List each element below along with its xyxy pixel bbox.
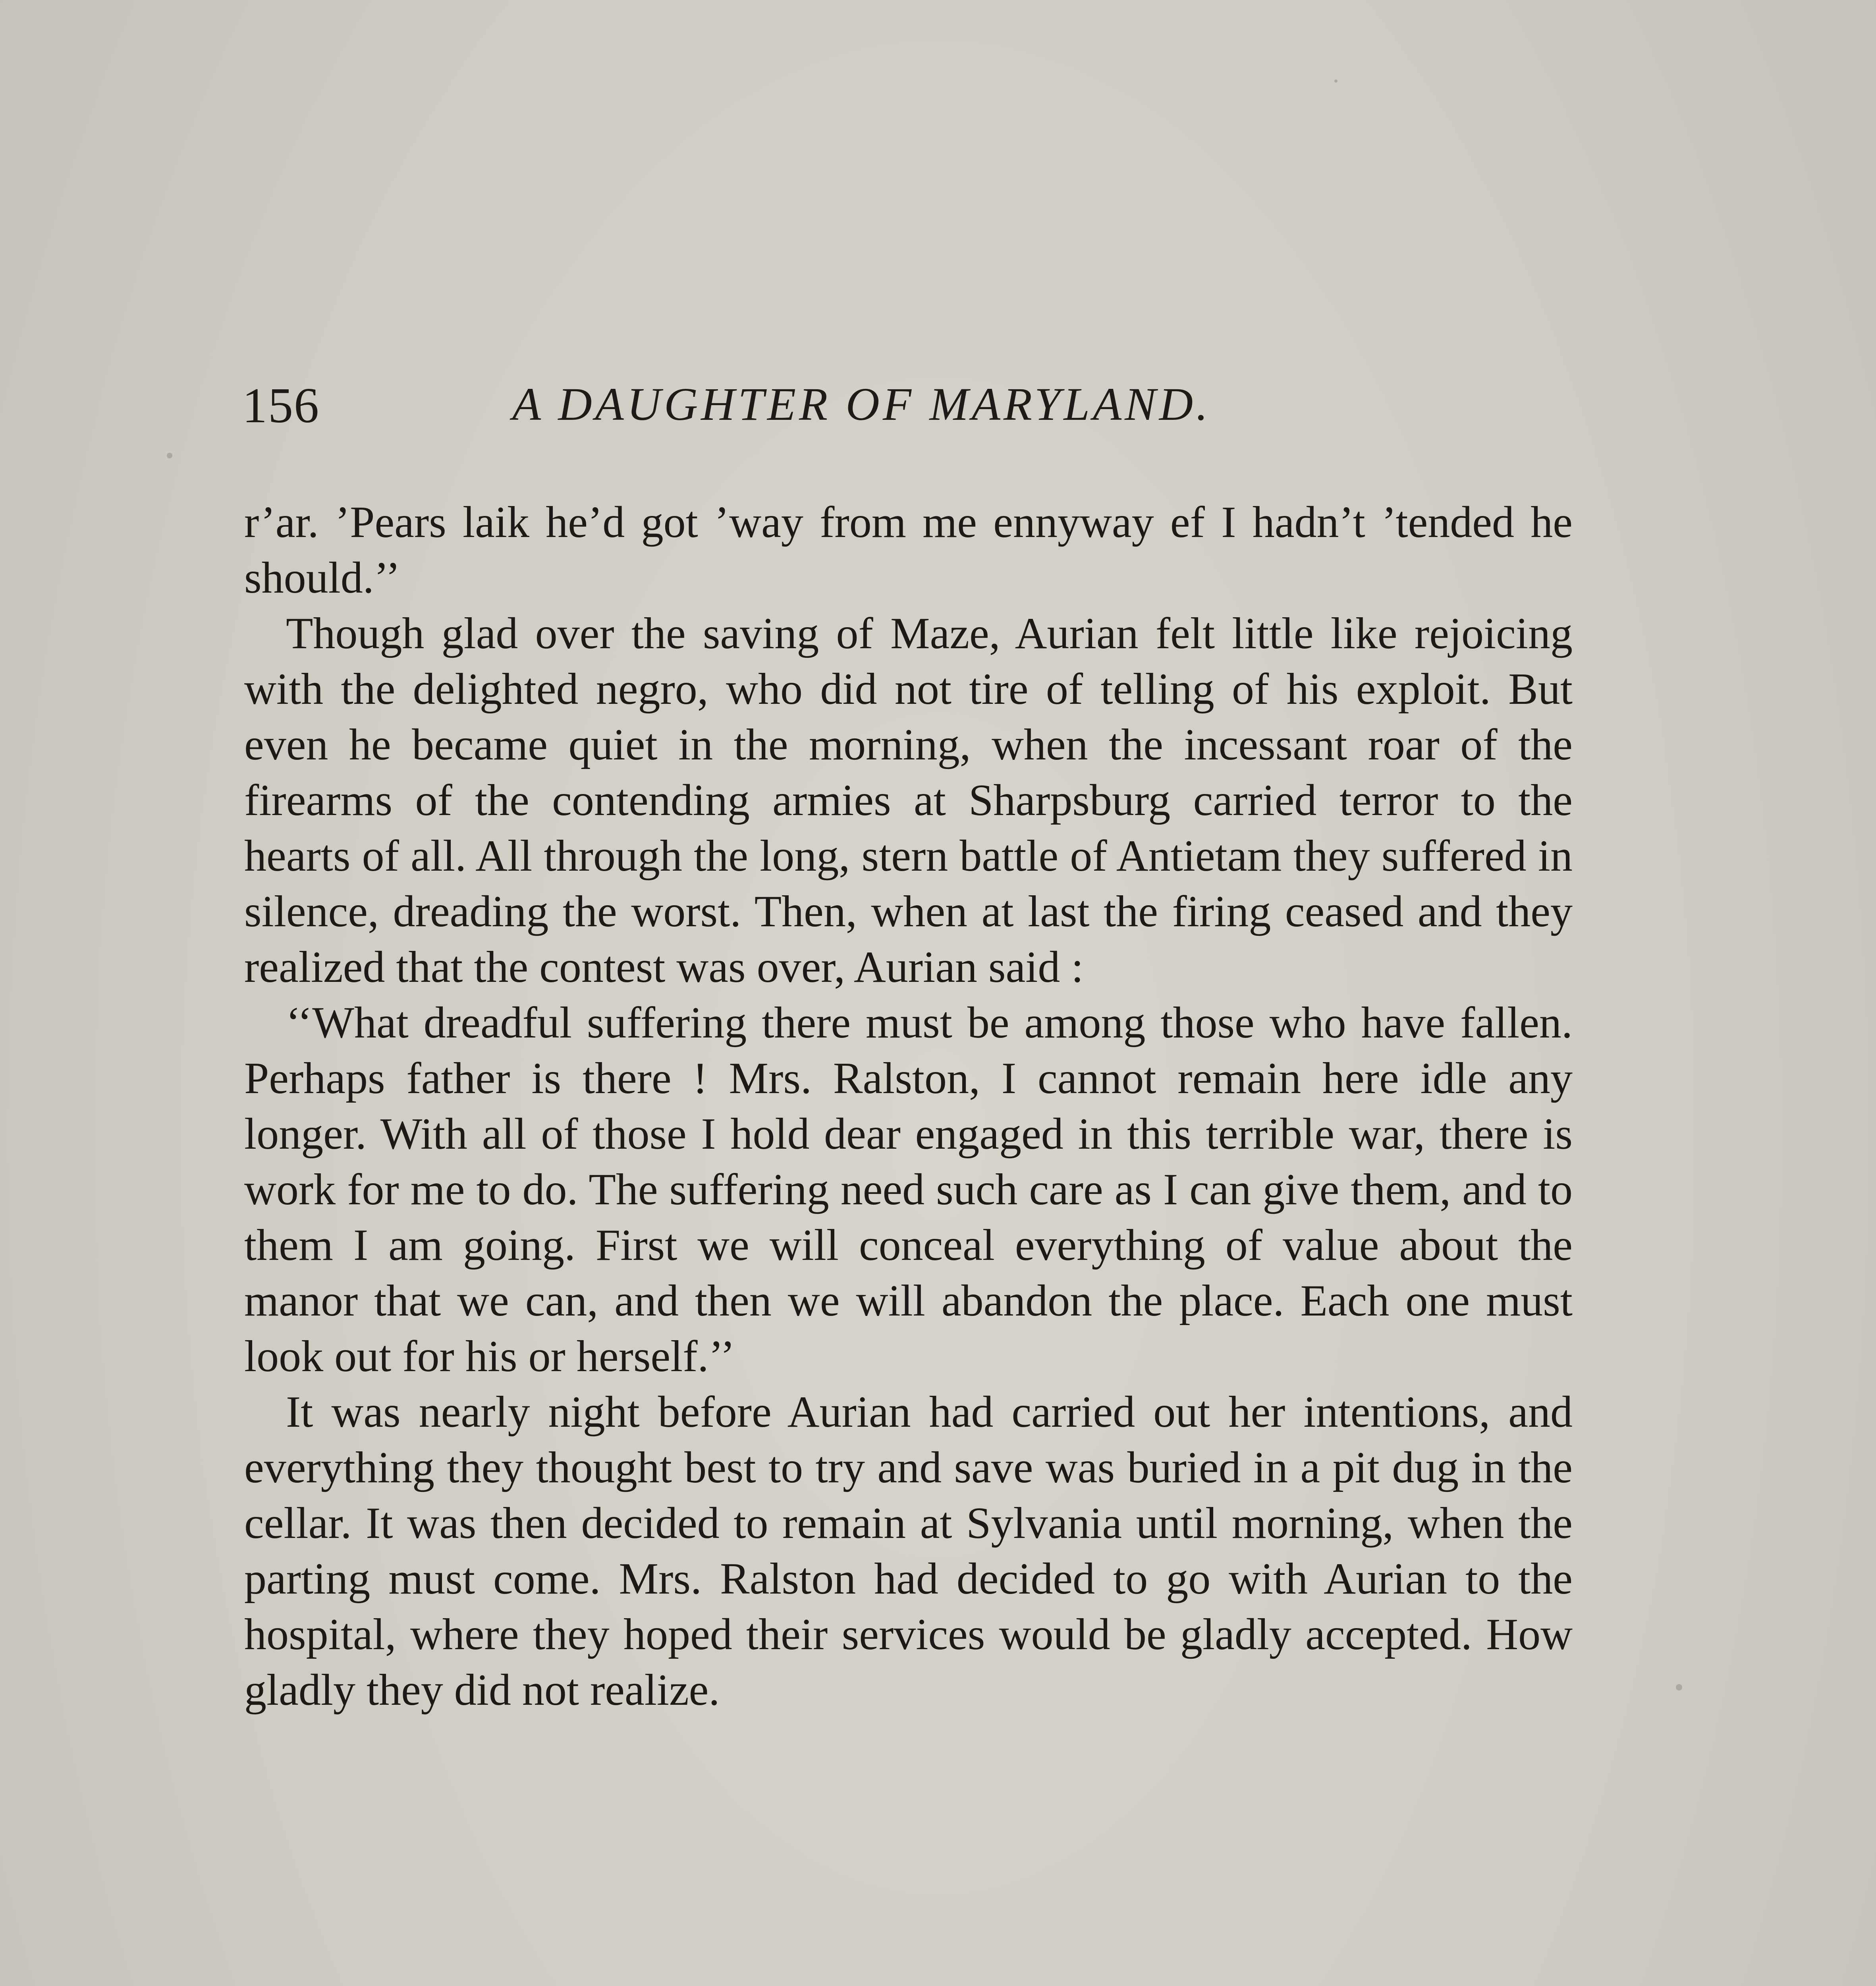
paper-fleck bbox=[167, 453, 172, 458]
paragraph: Though glad over the saving of Maze, Aurian felt little like rejoicing with the delighted negro, who did not tire of telling of his exploit. But even he became quiet in the morning, when the incessant roar of the firearms of the contending armies at Sharpsburg carried terror to the hearts of all. All through the long, stern battle of Antietam they suffered in silence, dreading the worst. Then, when at last the firing ceased and they realized that the contest was over, Aurian said : bbox=[244, 609, 1573, 992]
body-text bbox=[244, 495, 1573, 1718]
page-header bbox=[242, 377, 1585, 441]
paper-fleck bbox=[1676, 1684, 1682, 1690]
paper-fleck bbox=[1334, 79, 1338, 83]
paragraph: r’ar. ’Pears laik he’d got ’way from me ennyway ef I hadn’t ’tended he should.’’ bbox=[244, 498, 1573, 603]
running-head: A DAUGHTER OF MARYLAND. bbox=[512, 378, 1211, 430]
page-number: 156 bbox=[242, 378, 320, 433]
paragraph: ‘‘What dreadful suffering there must be among those who have fallen. Perhaps father is there ! Mrs. Ralston, I cannot remain here idle any longer. With all of those I hold dear engaged in this terrible war, there is work for me to do. The suffering need such care as I can give them, and to them I am going. First we will conceal everything of value about the manor that we can, and then we will abandon the place. Each one must look out for his or herself.’’ bbox=[244, 998, 1573, 1381]
paragraph: It was nearly night before Aurian had carried out her intentions, and everything they thought best to try and save was buried in a pit dug in the cellar. It was then decided to remain at Sylvania until morning, when the parting must come. Mrs. Ralston had decided to go with Aurian to the hospital, where they hoped their services would be gladly accepted. How gladly they did not realize. bbox=[244, 1387, 1573, 1715]
